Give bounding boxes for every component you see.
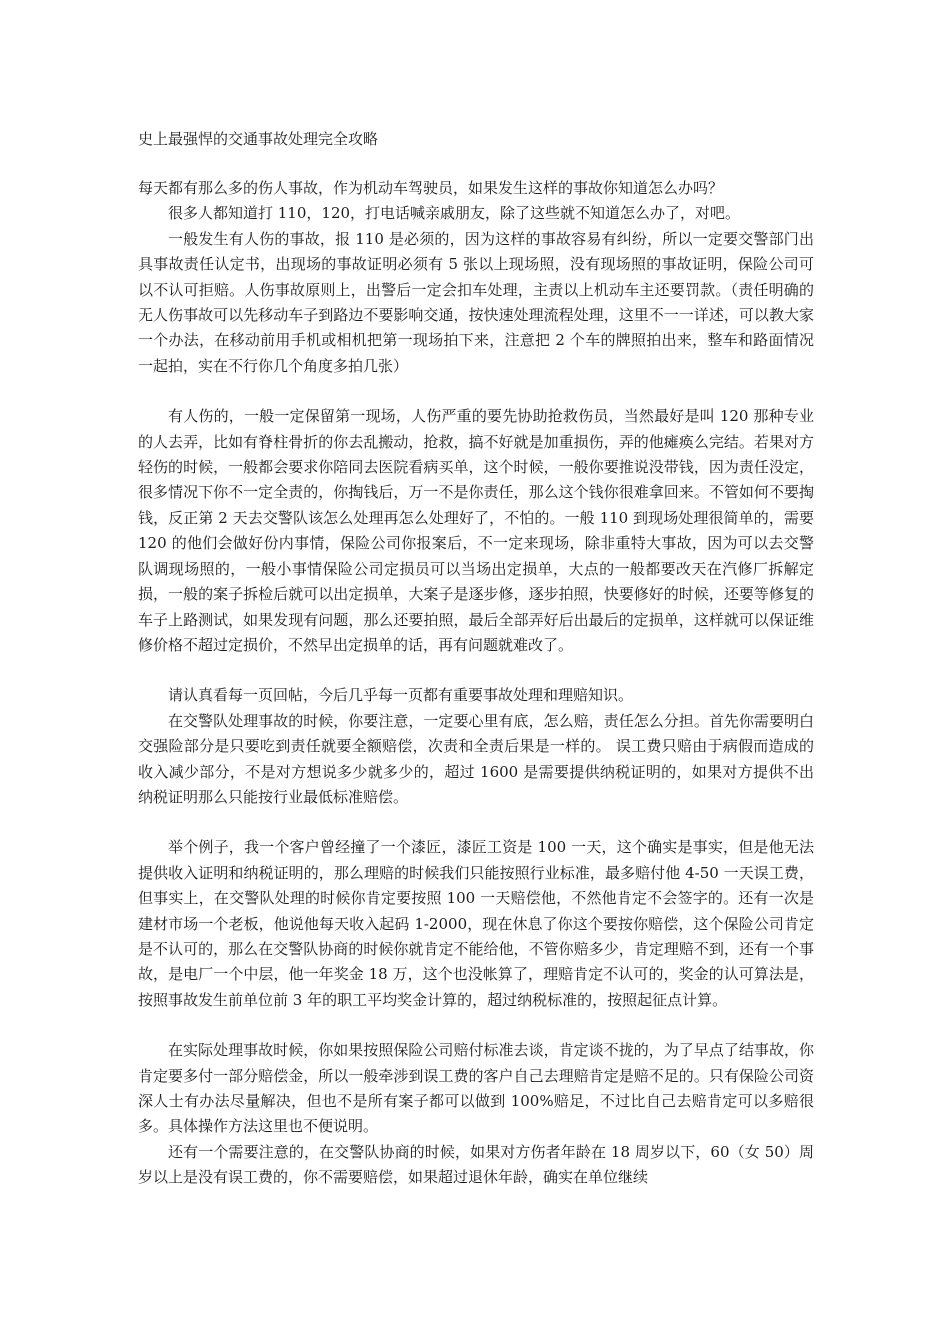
paragraph-intro: 每天都有那么多的伤人事故，作为机动车驾驶员，如果发生这样的事故你知道怎么办吗？ [138, 179, 724, 197]
paragraph: 在交警队处理事故的时候，你要注意，一定要心里有底，怎么赔，责任怎么分担。首先你需要明白交强险部分是只要吃到责任就要全额赔偿，次责和全责后果是一样的。 误工费只赔由于病假而造成的收入减少部分，不是对方想说多少就多少的，超过 1600 是需要提供纳税证明的，如果对方提供不出纳税证明那么只能按行业最低标准赔偿。 [138, 711, 814, 806]
paragraph: 很多人都知道打 110，120，打电话喊亲戚朋友，除了这些就不知道怎么办了，对吧。 [168, 204, 741, 223]
paragraph: 有人伤的，一般一定保留第一现场，人伤严重的要先协助抢救伤员，当然最好是叫 120 那种专业的人去弄，比如有脊柱骨折的你去乱搬动，抢救，搞不好就是加重损伤，弄的他瘫痪么完结。若果对方轻伤的时候，一般都会要求你陪同去医院看病买单，这个时候，一般你要推说没带钱，因为责任没定，很多情况下你不一定全责的，你掏钱后，万一不是你责任，那么这个钱你很难拿回来。不管如何不要掏钱，反正第 2 天去交警队该怎么处理再怎么处理好了，不怕的。一般 110 到现场处理很简单的，需要 120 的他们会做好份内事情，保险公司你报案后，不一定来现场，除非重特大事故，因为可以去交警队调现场照的，一般小事情保险公司定损员可以当场出定损单，大点的一般都要改天在汽修厂拆解定损，一般的案子拆检后就可以出定损单，大案子是逐步修，逐步拍照，快要修好的时候，还要等修复的车子上路测试，如果发现有问题，那么还要拍照，最后全部弄好后出最后的定损单，这样就可以保证维修价格不超过定损价，不然早出定损单的话，再有问题就难改了。 [138, 407, 814, 654]
paragraph: 在实际处理事故时候，你如果按照保险公司赔付标准去谈，肯定谈不拢的，为了早点了结事故，你肯定要多付一部分赔偿金，所以一般牵涉到误工费的客户自己去理赔肯定是赔不足的。只有保险公司资深人士有办法尽量解决，但也不是所有案子都可以做到 100%赔足，不过比自己去赔肯定可以多赔很多。具体操作方法这里也不便说明。 [138, 1041, 814, 1136]
paragraph: 请认真看每一页回帖，今后几乎每一页都有重要事故处理和理赔知识。 [168, 686, 634, 705]
paragraph: 一般发生有人伤的事故，报 110 是必须的，因为这样的事故容易有纠纷，所以一定要交警部门出具事故责任认定书，出现场的事故证明必须有 5 张以上现场照，没有现场照的事故证明，保险公司可以不认可拒赔。人伤事故原则上，出警后一定会扣车处理，主责以上机动车主还要罚款。（责任明确的无人伤事故可以先移动车子到路边不要影响交通，按快速处理流程处理，这里不一一详述，可以教大家一个办法，在移动前用手机或相机把第一现场拍下来，注意把 2 个车的牌照拍出来，整车和路面情况一起拍，实在不行你几个角度多拍几张） [138, 229, 814, 375]
paragraph: 还有一个需要注意的，在交警队协商的时候，如果对方伤者年龄在 18 周岁以下，60（女 50）周岁以上是没有误工费的，你不需要赔偿，如果超过退休年龄，确实在单位继续 [138, 1142, 814, 1187]
paragraph: 举个例子，我一个客户曾经撞了一个漆匠，漆匠工资是 100 一天，这个确实是事实，但是他无法提供收入证明和纳税证明的，那么理赔的时候我们只能按照行业标准，最多赔付他 4-50 一天误工费，但事实上，在交警队处理的时候你肯定要按照 100 一天赔偿他，不然他肯定不会签字的。还有一次是建材市场一个老板，他说他每天收入起码 1-2000，现在休息了你这个要按你赔偿，这个保险公司肯定是不认可的，那么在交警队协商的时候你就肯定不能给他，不管你赔多少，肯定理赔不到，还有一个事故，是电厂一个中层，他一年奖金 18 万，这个也没帐算了，理赔肯定不认可的，奖金的认可算法是，按照事故发生前单位前 3 年的职工平均奖金计算的，超过纳税标准的，按照起征点计算。 [138, 838, 814, 1009]
document-page [138, 126, 814, 1191]
document-title: 史上最强悍的交通事故处理完全攻略 [138, 130, 379, 148]
